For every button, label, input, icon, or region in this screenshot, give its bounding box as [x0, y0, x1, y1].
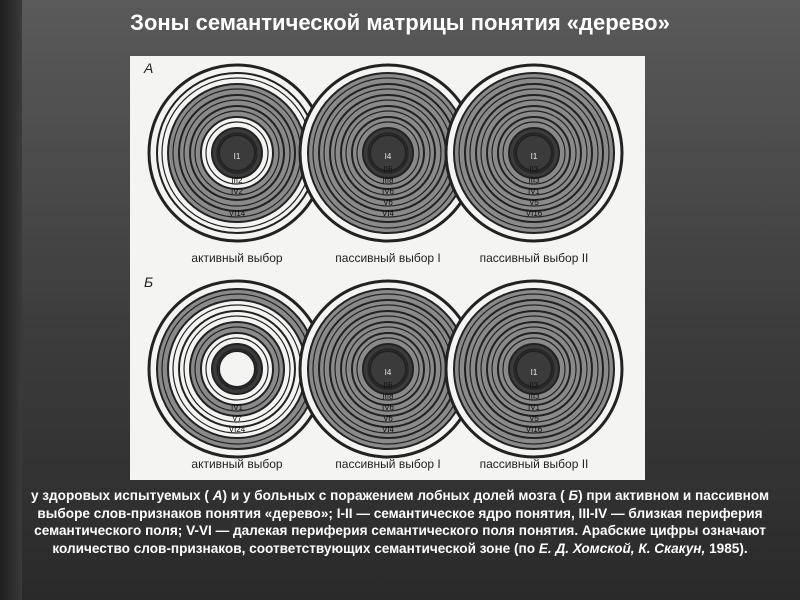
zone-label: I1	[233, 152, 241, 161]
zone-label: III2	[231, 176, 243, 185]
slide-accent-bar	[0, 0, 22, 600]
zone-label: II6	[383, 165, 393, 174]
zone-label: II3	[529, 165, 539, 174]
zone-label: I4	[384, 152, 392, 161]
panel-caption: пассивный выбор II	[479, 251, 589, 265]
zone-label: III3	[528, 176, 540, 185]
zone-label: IV6	[381, 187, 395, 196]
panel-caption: пассивный выбор II	[479, 457, 589, 471]
panel-caption: пассивный выбор I	[335, 457, 441, 471]
zone-label: VI16	[525, 425, 543, 434]
caption-part-2: ) и у больных с поражением лобных долей мозга (	[222, 488, 569, 503]
zone-label: II3	[529, 381, 539, 390]
zone-label: I4	[384, 368, 392, 377]
caption-group-a: А	[212, 488, 223, 503]
zone-label: IV1	[230, 403, 244, 412]
zone-label: VI4	[381, 209, 395, 218]
zone-label: VI24	[228, 425, 246, 434]
caption-part-1: у здоровых испытуемых (	[30, 488, 213, 503]
panel-caption: активный выбор	[191, 457, 283, 471]
zone-label: III8	[382, 392, 394, 401]
zone-label: I1	[530, 152, 538, 161]
zone-label: V6	[383, 414, 393, 423]
zone-label: VI16	[525, 209, 543, 218]
semantic-matrix-figure	[130, 56, 645, 480]
panel-caption: пассивный выбор I	[335, 251, 441, 265]
zone-label: VI4	[381, 425, 395, 434]
caption-authors: Е. Д. Хомской, К. Скакун,	[538, 540, 706, 556]
concentric-zones-diagram	[130, 56, 645, 480]
panel-caption: активный выбор	[191, 251, 283, 265]
zone-label: V6	[383, 198, 393, 207]
caption-group-b: Б	[568, 488, 579, 503]
zone-label: V7	[232, 414, 242, 423]
zone-label: I1	[530, 368, 538, 377]
zone-core	[219, 351, 255, 387]
group-label: А	[144, 60, 154, 76]
slide-title: Зоны семантической матрицы понятия «дерево»	[130, 10, 670, 35]
zone-label: IV1	[527, 187, 541, 196]
group-label: Б	[144, 274, 154, 290]
zone-label: IV6	[381, 403, 395, 412]
zone-label: IV1	[527, 403, 541, 412]
caption-part-3: ) при активном и пассивном выборе слов-признаков понятия «дерево»; I-II — семантическое ядро понятия, III-IV — близкая периферия семантического поля; V-VI — далекая периферия семантического поля понятия. Арабские цифры означают количество слов-признаков, соответствующих семантической зоне (по	[34, 488, 770, 556]
zone-label: IV2	[230, 187, 244, 196]
caption-part-4: 1985).	[705, 540, 748, 556]
zone-label: V5	[529, 198, 539, 207]
zone-label: III8	[382, 176, 394, 185]
figure-caption	[20, 487, 780, 557]
zone-label: III3	[528, 392, 540, 401]
zone-label: V5	[529, 414, 539, 423]
zone-label: II6	[383, 381, 393, 390]
zone-label: VI14	[228, 209, 246, 218]
